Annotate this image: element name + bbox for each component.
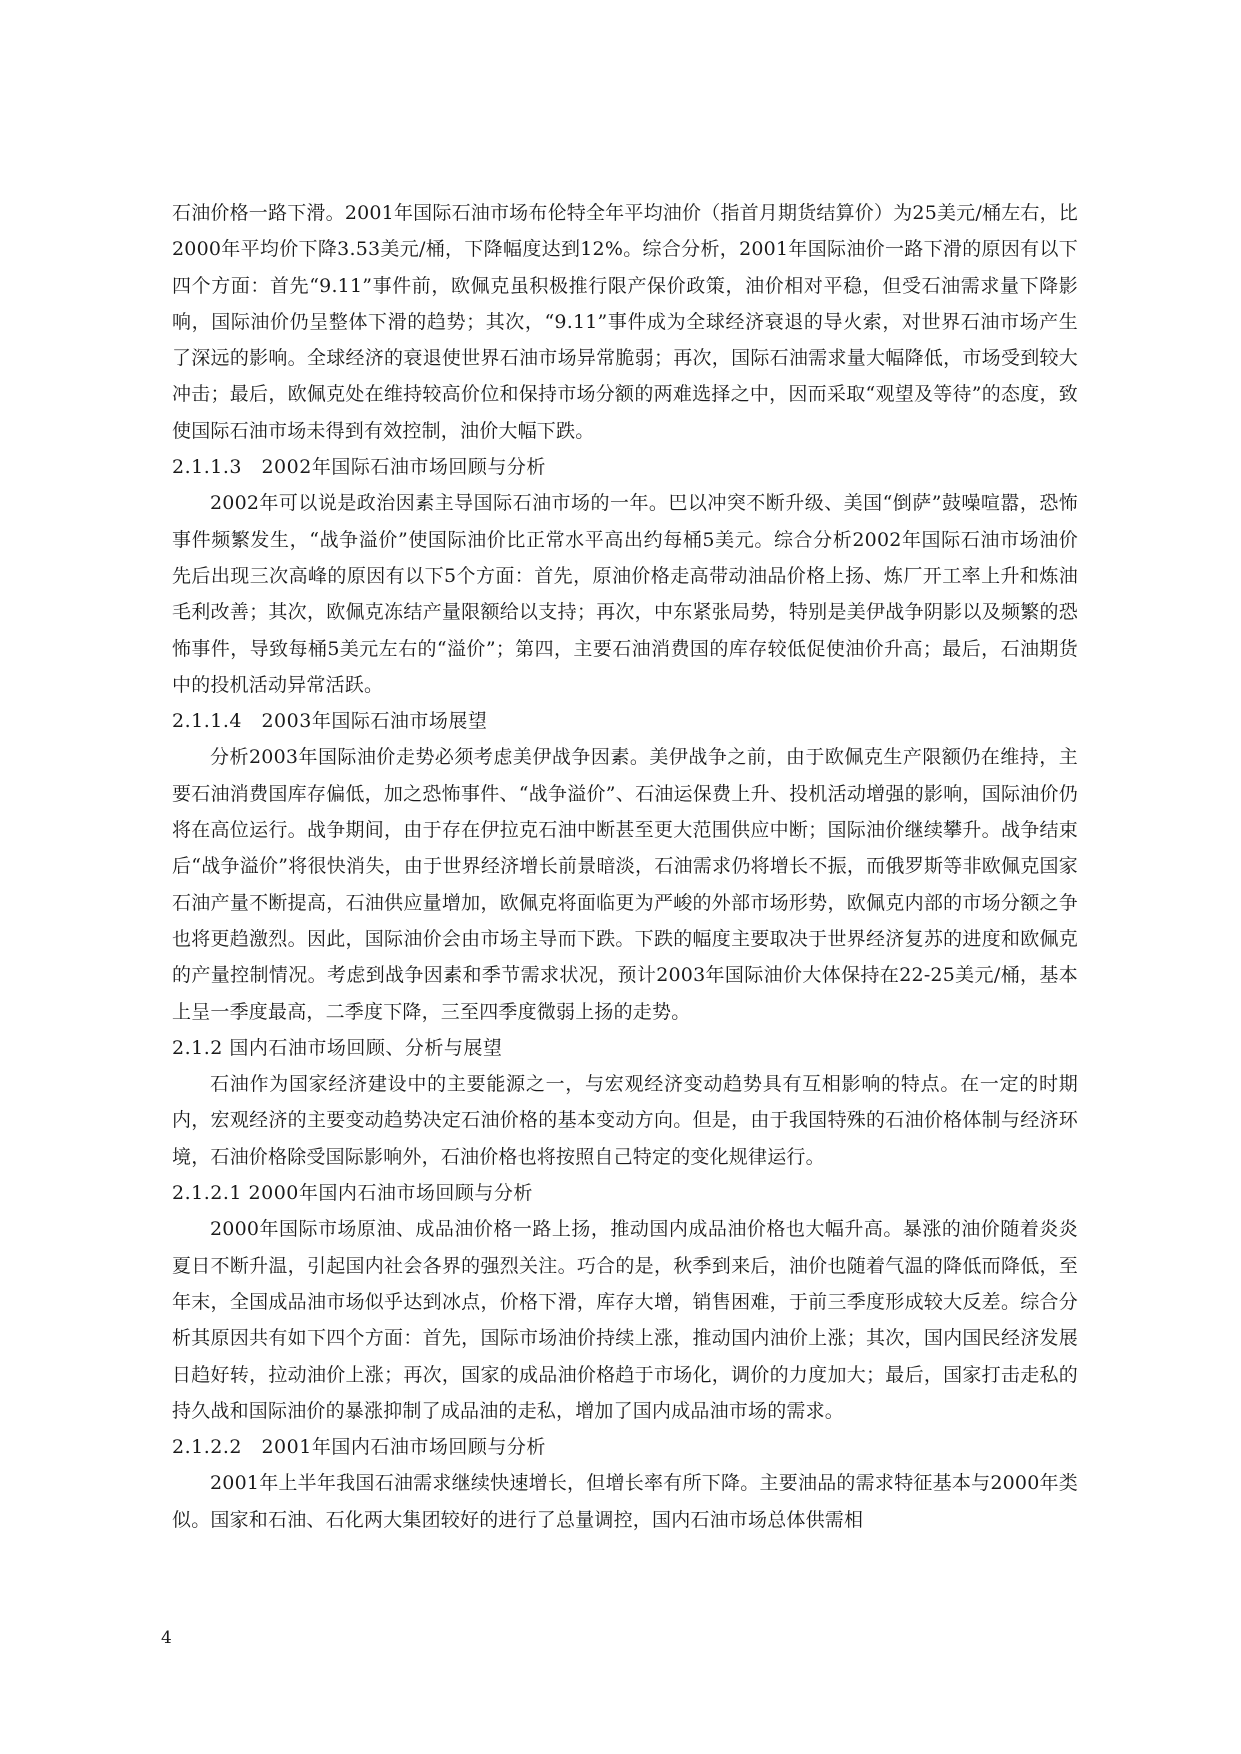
- paragraph: 2001年上半年我国石油需求继续快速增长，但增长率有所下降。主要油品的需求特征基本与2000年类似。国家和石油、石化两大集团较好的进行了总量调控，国内石油市场总体供需相: [172, 1472, 1078, 1531]
- section-heading-2-1-2: 2.1.2 国内石油市场回顾、分析与展望: [172, 1036, 503, 1059]
- section-heading-2-1-1-3: 2.1.1.3 2002年国际石油市场回顾与分析: [172, 456, 546, 479]
- paragraph: 2000年国际市场原油、成品油价格一路上扬，推动国内成品油价格也大幅升高。暴涨的油价随着炎炎夏日不断升温，引起国内社会各界的强烈关注。巧合的是，秋季到来后，油价也随着气温的降低而降低，至年末，全国成品油市场似乎达到冰点，价格下滑，库存大增，销售困难，于前三季度形成较大反差。综合分析其原因共有如下四个方面：首先，国际市场油价持续上涨，推动国内油价上涨；其次，国内国民经济发展日趋好转，拉动油价上涨；再次，国家的成品油价格趋于市场化，调价的力度加大；最后，国家打击走私的持久战和国际油价的暴涨抑制了成品油的走私，增加了国内成品油市场的需求。: [172, 1218, 1078, 1422]
- paragraph: 分析2003年国际油价走势必须考虑美伊战争因素。美伊战争之前，由于欧佩克生产限额仍在维持，主要石油消费国库存偏低，加之恐怖事件、“战争溢价”、石油运保费上升、投机活动增强的影响，国际油价仍将在高位运行。战争期间，由于存在伊拉克石油中断甚至更大范围供应中断；国际油价继续攀升。战争结束后“战争溢价”将很快消失，由于世界经济增长前景暗淡，石油需求仍将增长不振，而俄罗斯等非欧佩克国家石油产量不断提高，石油供应量增加，欧佩克将面临更为严峻的外部市场形势，欧佩克内部的市场分额之争也将更趋激烈。因此，国际油价会由市场主导而下跌。下跌的幅度主要取决于世界经济复苏的进度和欧佩克的产量控制情况。考虑到战争因素和季节需求状况，预计2003年国际油价大体保持在22-25美元/桶，基本上呈一季度最高，二季度下降，三至四季度微弱上扬的走势。: [172, 746, 1078, 1023]
- section-heading-2-1-2-1: 2.1.2.1 2000年国内石油市场回顾与分析: [172, 1182, 533, 1205]
- section-heading-2-1-2-2: 2.1.2.2 2001年国内石油市场回顾与分析: [172, 1436, 546, 1459]
- paragraph: 石油作为国家经济建设中的主要能源之一，与宏观经济变动趋势具有互相影响的特点。在一定的时期内，宏观经济的主要变动趋势决定石油价格的基本变动方向。但是，由于我国特殊的石油价格体制与经济环境，石油价格除受国际影响外，石油价格也将按照自己特定的变化规律运行。: [172, 1073, 1078, 1168]
- paragraph: 石油价格一路下滑。2001年国际石油市场布伦特全年平均油价（指首月期货结算价）为25美元/桶左右，比2000年平均价下降3.53美元/桶，下降幅度达到12%。综合分析，2001年国际油价一路下滑的原因有以下四个方面：首先“9.11”事件前，欧佩克虽积极推行限产保价政策，油价相对平稳，但受石油需求量下降影响，国际油价仍呈整体下滑的趋势；其次，“9.11”事件成为全球经济衰退的导火索，对世界石油市场产生了深远的影响。全球经济的衰退使世界石油市场异常脆弱；再次，国际石油需求量大幅降低，市场受到较大冲击；最后，欧佩克处在维持较高价位和保持市场分额的两难选择之中，因而采取“观望及等待”的态度，致使国际石油市场未得到有效控制，油价大幅下跌。: [172, 202, 1078, 442]
- document-body: [172, 195, 1078, 1538]
- section-heading-2-1-1-4: 2.1.1.4 2003年国际石油市场展望: [172, 710, 488, 733]
- paragraph: 2002年可以说是政治因素主导国际石油市场的一年。巴以冲突不断升级、美国“倒萨”鼓噪喧嚣，恐怖事件频繁发生，“战争溢价”使国际油价比正常水平高出约每桶5美元。综合分析2002年国际石油市场油价先后出现三次高峰的原因有以下5个方面：首先，原油价格走高带动油品价格上扬、炼厂开工率上升和炼油毛利改善；其次，欧佩克冻结产量限额给以支持；再次，中东紧张局势，特别是美伊战争阴影以及频繁的恐怖事件，导致每桶5美元左右的“溢价”；第四，主要石油消费国的库存较低促使油价升高；最后，石油期货中的投机活动异常活跃。: [172, 492, 1078, 696]
- page-number: 4: [161, 1628, 172, 1648]
